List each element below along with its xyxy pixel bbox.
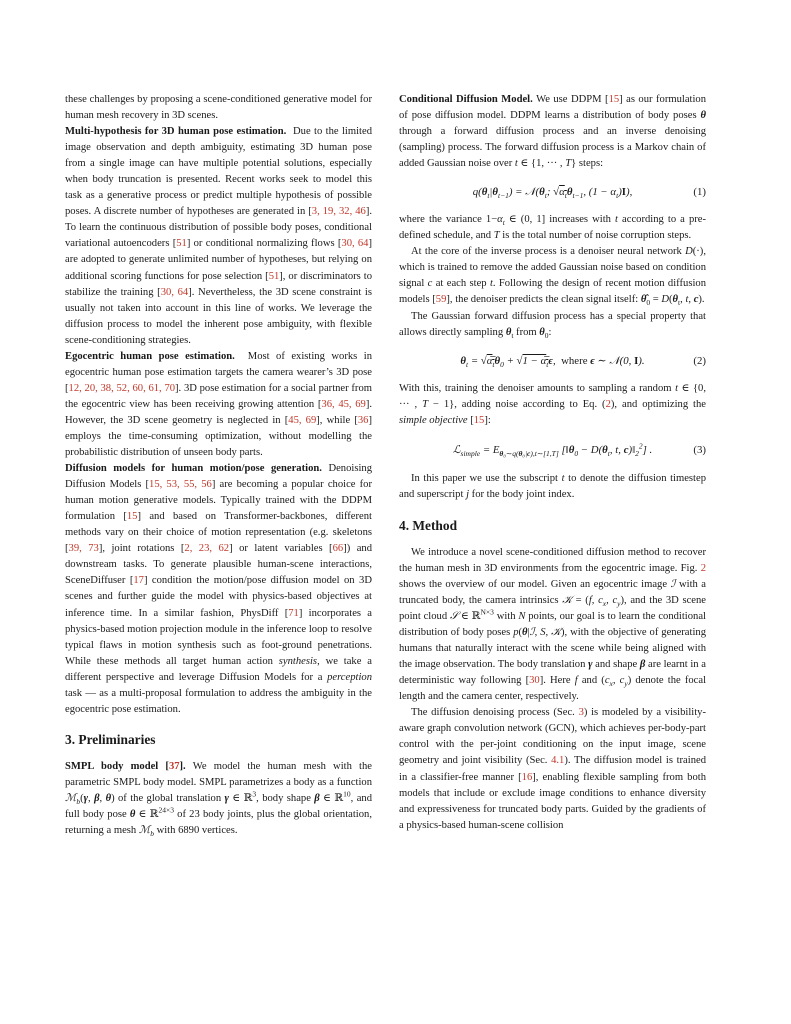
citation-link[interactable]: 39, 73 bbox=[68, 543, 99, 555]
equation-2: $\theta_t$ = $√\alpha̅_t\theta_0 + √1$ − $\alpha̅_t\epsilon$, where ϵ ∼ 𝒩(0, I). (2) bbox=[460, 354, 706, 369]
right-column bbox=[399, 92, 706, 834]
citation-link[interactable]: 15 bbox=[126, 511, 138, 523]
section-link[interactable]: 4.1 bbox=[551, 755, 565, 767]
intro-paragraph: these challenges by proposing a scene-conditioned generative model for human mesh recovery in 3D scenes. bbox=[65, 94, 372, 122]
smpl-heading: SMPL body model [37]. bbox=[65, 760, 186, 772]
citation-link[interactable]: 30, 64 bbox=[341, 238, 369, 250]
citation-link[interactable]: 17 bbox=[133, 575, 144, 587]
citation-link[interactable]: 2 bbox=[605, 398, 611, 410]
citation-link[interactable]: 30, 64 bbox=[160, 286, 189, 298]
citation-link[interactable]: 15, 53, 55, 56 bbox=[149, 479, 212, 491]
citation-link[interactable]: 15 bbox=[608, 94, 620, 105]
figure-link[interactable]: 2 bbox=[700, 562, 706, 574]
multi-hypothesis-heading: Multi-hypothesis for 3D human pose estimation. bbox=[65, 126, 287, 138]
equation-number: (1) bbox=[693, 186, 706, 199]
citation-link[interactable]: 66 bbox=[332, 543, 344, 555]
equation-1: $q(\theta_t|\theta_{t-1})$ = $𝒩(\theta_t$; $√\alpha_t\theta_{t-1}$, $(1 - \alpha_t)I$), (1) bbox=[472, 186, 706, 201]
notation-paragraph: In this paper we use the subscript t to denote the diffusion timestep and superscript j for the body joint index. bbox=[399, 472, 706, 500]
section-heading-method: 4. Method bbox=[399, 517, 458, 533]
conditional-diffusion-heading: Conditional Diffusion Model. bbox=[399, 94, 533, 105]
method-paragraph-1: We introduce a novel scene-conditioned diffusion method to recover the human mesh in 3D environments from the egocentric image. Fig. 2 shows the overview of our model. Given an egocentric image ℐ with a truncated body, the camera intrinsics 𝒦 = (f, $c_x$, $c_y$), and the 3D scene point cloud 𝒮 ∈ ℝ$^{N\times 3}$ with N points, our goal is to learn the conditional distribution of body poses p(θ|ℐ, S, 𝒦), with the objective of generating humans that naturally interact with the scene while being aligned with the image observation. The body translation γ and shape β are learnt in a deterministic way following [30]. Here f and ($c_x$, $c_y$) denote the focal length and the camera center, respectively. bbox=[399, 546, 707, 703]
inverse-process-paragraph: At the core of the inverse process is a denoiser neural network D(·), which is trained to remove the added Gaussian noise based on condition signal c at each step t. Following the design of recent motion diffusion models [59], the denoiser predicts the clean signal itself: $\thetâ_0 = D(\theta_t$, t, c). bbox=[399, 246, 706, 308]
citation-link[interactable]: 3, 19, 32, 46 bbox=[311, 206, 366, 218]
training-paragraph: With this, training the denoiser amounts to sampling a random t ∈ {0, ··· , T − 1}, adding noise according to Eq. (2), and optimizing the simple objective [15]: bbox=[399, 382, 706, 426]
citation-link[interactable]: 36, 45, 69 bbox=[321, 398, 366, 410]
citation-link[interactable]: 12, 20, 38, 52, 60, 61, 70 bbox=[68, 382, 176, 394]
left-column bbox=[65, 92, 372, 839]
diffusion-models-paragraph: Diffusion models for human motion/pose generation. Denoising Diffusion Models [15, 53, 55, 56] are becoming a popular choice for human motion generative models. Typically trained with the DDPM formulation [15] and based on Transformer-backbones, different methods vary on their choice of motion representation (e.g. skeletons [39, 73], joint rotations [2, 23, 62] or latent variables [66]) and downstream tasks. To generate plausible human-scene interactions, SceneDiffuser [17] condition the motion/pose diffusion model on 3D scenes and further guide the model with physics-based objectives at inference time. In a similar fashion, PhysDiff [71] incorporates a physics-based motion projection module in the inference loop to resolve typical flaws in motion synthesis such as foot-ground penetrations. While these methods all target human action synthesis, we take a different perspective and leverage Diffusion Models for a perception task — as a multi-proposal formulation to address the ambiguity in the egocentric pose estimation. bbox=[65, 463, 373, 715]
citation-link[interactable]: 71 bbox=[288, 607, 299, 619]
smpl-paragraph: SMPL body model [37]. We model the human mesh with the parametric SMPL body model. SMPL parametrizes a body as a function ℳ$_b$(γ, β, θ) of the global translation γ ∈ ℝ$^3$, body shape β ∈ ℝ$^{10}$, and full body pose θ ∈ ℝ$^{24\times 3}$ of 23 body joints, plus the global orientation, returning a mesh ℳ$_b$ with 6890 vertices. bbox=[65, 760, 373, 839]
egocentric-paragraph: Egocentric human pose estimation. Most of existing works in egocentric human pose estimation targets the camera wearer’s 3D pose [12, 20, 38, 52, 60, 61, 70]. 3D pose estimation for a social partner from the egocentric view has been receiving growing attention [36, 45, 69]. However, the 3D scene geometry is neglected in [45, 69], while [36] employs the time-consuming optimization, without modelling the probabilistic distribution of unseen body parts. bbox=[65, 350, 372, 459]
section-link[interactable]: 3 bbox=[578, 707, 584, 719]
egocentric-heading: Egocentric human pose estimation. bbox=[65, 350, 235, 362]
citation-link[interactable]: 2, 23, 62 bbox=[184, 543, 230, 555]
citation-link[interactable]: 16 bbox=[521, 771, 533, 783]
citation-link[interactable]: 45, 69 bbox=[288, 414, 317, 426]
variance-paragraph: where the variance $1-\alpha_t$ ∈ (0, 1] increases with t according to a pre-defined schedule, and T is the total number of noise corruption steps. bbox=[399, 214, 707, 242]
gaussian-paragraph: The Gaussian forward diffusion process has a special property that allows directly sampling $\theta_t$ from $\theta_0$: bbox=[399, 310, 706, 340]
diffusion-models-heading: Diffusion models for human motion/pose generation. bbox=[65, 463, 322, 475]
citation-link[interactable]: 30 bbox=[529, 675, 540, 687]
citation-link[interactable]: 15 bbox=[473, 414, 485, 426]
citation-link[interactable]: 51 bbox=[268, 270, 280, 282]
equation-number: (3) bbox=[693, 443, 706, 456]
citation-link[interactable]: 37 bbox=[168, 760, 180, 772]
section-heading-preliminaries: 3. Preliminaries bbox=[65, 731, 156, 747]
citation-link[interactable]: 59 bbox=[435, 294, 447, 306]
method-paragraph-2: The diffusion denoising process (Sec. 3) is modeled by a visibility-aware graph convolution network (GCN), which achieves per-body-part control with the per-joint conditioning on the input image, scene geometry and joint visibility (Sec. 4.1). The diffusion model is trained in a classifier-free manner [16], enabling flexible sampling from both models that include or exclude image conditions to enhance diversity and expressiveness for truncated body parts. Guided by the gradients of a physics-based human-scene collision bbox=[399, 707, 707, 831]
citation-link[interactable]: 51 bbox=[176, 238, 187, 250]
equation-number: (2) bbox=[693, 354, 706, 367]
conditional-diffusion-paragraph: Conditional Diffusion Model. We use DDPM [15] as our formulation of pose diffusion model. DDPM learns a distribution of body poses θ through a forward diffusion process and an inverse denoising (sampling) process. The forward diffusion process is a Markov chain of added Gaussian noise over t ∈ {1, ··· , T} steps: bbox=[399, 94, 707, 170]
equation-3: ℒ$_{simple}$ = $E_{\theta_0\sim q(\theta_0|c),t\sim[1,T]}$ [$‖\theta_0 - D(\theta_t$, t, $c)‖_2^2$] . (3) bbox=[452, 441, 706, 458]
multi-hypothesis-paragraph: Multi-hypothesis for 3D human pose estimation. Due to the limited image observation and depth ambiguity, estimating 3D human pose from a single image can have multiple potential solutions, especially when body truncation is presented. Recent works seek to model this task as a generative process or predict multiple hypothesis of possible poses. A discrete number of hypotheses are generated in [3, 19, 32, 46]. To learn the continuous distribution of possible body poses, conditional variational autoencoders [51] or conditional normalizing flows [30, 64] are adopted to generate unlimited number of hypotheses, but relying on additional scoring functions for pose selection [51], or discriminators to stabilize the training [30, 64]. Nevertheless, the 3D scene constraint is usually not taken into account in this line of works. We leverage the diffusion process to model the inherent pose ambiguity, with flexible scene-conditioning strategies. bbox=[65, 126, 373, 346]
citation-link[interactable]: 36 bbox=[357, 414, 369, 426]
